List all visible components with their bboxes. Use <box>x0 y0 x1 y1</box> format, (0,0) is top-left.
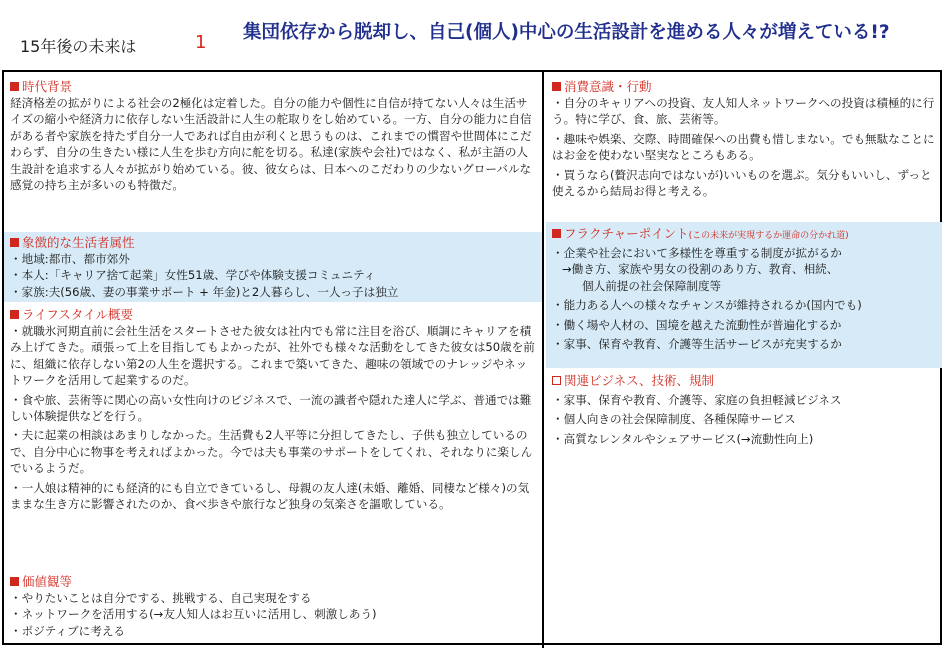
fracture-subitem: 個人前提の社会保障制度等 <box>582 278 722 293</box>
attribute-item: ・家族:夫(56歳、妻の事業サポート + 年金)と2人暮らし、一人っ子は独立 <box>10 284 399 299</box>
value-item: ・やりたいことは自分でする、挑戦する、自己実現をする <box>10 591 312 605</box>
section-title: 価値観等 <box>22 574 73 589</box>
square-bullet-icon <box>552 82 561 91</box>
lifestyle-paragraph: ・就職氷河期直前に会社生活をスタートさせた彼女は社内でも常に注目を浴び、順調にキャリアを積み上げてきた。頑張って上を目指してもよかったが、社外でも様々な活動をしてきた彼女は50歳を前に、組織に依存しない第2の人生を選択する。これまで築いてきた、趣味の領域でのナレッジやネットワークを活用して起業するのだ。 <box>10 324 535 388</box>
fracture-item: ・企業や社会において多様性を尊重する制度が拡がるか <box>552 246 842 260</box>
section-title: 消費意識・行動 <box>564 79 652 94</box>
square-bullet-icon <box>10 310 19 319</box>
section-title: 関連ビジネス、技術、規制 <box>564 373 715 388</box>
column-divider <box>542 70 544 648</box>
consumption-paragraph: ・買うなら(贅沢志向ではないが)いいものを選ぶ。気分もいいし、ずっと使えるから結局お得と考える。 <box>552 167 932 199</box>
section-background <box>4 78 542 193</box>
fracture-item: ・働く場や人材の、国境を越えた流動性が普遍化するか <box>552 317 842 332</box>
section-title: フラクチャーポイント <box>564 226 689 241</box>
hollow-square-bullet-icon <box>552 376 561 385</box>
lifestyle-paragraph: ・一人娘は精神的にも経済的にも自立できているし、母親の友人達(未婚、離婚、同棲など様々)の気ままな生き方に影響されたのか、食べ歩きや旅行など独身の気楽さを謳歌している。 <box>10 480 530 512</box>
square-bullet-icon <box>10 82 19 91</box>
fracture-item: ・能力ある人への様々なチャンスが維持されるか(国内でも) <box>552 298 862 313</box>
value-item: ・ネットワークを活用する(→友人知人はお互いに活用し、刺激しあう) <box>10 607 377 622</box>
business-item: ・家事、保育や教育、介護等、家庭の負担軽減ビジネス <box>552 393 842 407</box>
background-text: 経済格差の拡がりによる社会の2極化は定着した。自分の能力や個性に自信が持てない人々は生活サイズの縮小や経済力に依存しない生活設計に人生の舵取りをし始めている。一方、自分の能力に自信がある者や家族を持たず自分一人であれば自由が利くと思うものは、これまでの慣習や世間体にこだわらず、自分の生きたい様に人生を歩む方向に舵を切る。私達(家族や会社)ではなく、私が主語の人生設計を追求する人々が拡がり始めている。彼、彼女らは、日本へのこだわりの少ないグローバルな感覚の持ち主が多いのも特徴だ。 <box>10 96 532 193</box>
attribute-item: ・地域:都市、都市郊外 <box>10 252 130 266</box>
square-bullet-icon <box>10 238 19 247</box>
business-item: ・個人向きの社会保障制度、各種保障サービス <box>552 412 796 427</box>
fracture-item: ・家事、保育や教育、介護等生活サービスが充実するか <box>552 337 842 352</box>
consumption-paragraph: ・自分のキャリアへの投資、友人知人ネットワークへの投資は積極的に行う。特に学び、食、旅、芸術等。 <box>552 96 935 127</box>
fracture-subitem: →働き方、家族や男女の役割のあり方、教育、相続、 <box>562 262 839 277</box>
section-values <box>4 573 542 639</box>
section-attributes <box>4 232 542 302</box>
lifestyle-paragraph: ・夫に起業の相談はあまりしなかった。生活費も2人平等に分担してきたし、子供も独立しているので、自分中心に物事を考えればよかった。今では夫も事業のサポートをしてくれ、それなりに楽しんでいるようだ。 <box>10 428 533 476</box>
header <box>0 0 950 72</box>
lifestyle-paragraph: ・食や旅、芸術等に関心の高い女性向けのビジネスで、一流の識者や隠れた達人に学ぶ、普通では難しい体験提供などを行う。 <box>10 392 532 424</box>
section-title: 象徴的な生活者属性 <box>22 235 135 250</box>
header-label: 15年後の未来は <box>20 37 137 56</box>
section-business <box>546 372 942 447</box>
business-item: ・高質なレンタルやシェアサービス(→流動性向上) <box>552 431 814 446</box>
square-bullet-icon <box>10 577 19 586</box>
attribute-item: ・本人:「キャリア捨て起業」女性51歳、学びや体験支援コミュニティ <box>10 268 376 283</box>
consumption-paragraph: ・趣味や娯楽、交際、時間確保への出費も惜しまない。でも無駄なことにはお金を使わない堅実なところもある。 <box>552 131 935 163</box>
value-item: ・ポジティブに考える <box>10 623 126 638</box>
section-title-note: (この未来が実現するか運命の分かれ道) <box>688 231 849 241</box>
square-bullet-icon <box>552 229 561 238</box>
page-title: 集団依存から脱却し、自己(個人)中心の生活設計を進める人々が増えている!? <box>243 22 890 43</box>
section-fracture-points <box>546 222 942 368</box>
section-lifestyle <box>4 306 542 512</box>
section-title: ライフスタイル概要 <box>22 307 134 322</box>
section-consumption <box>546 78 942 199</box>
header-number: 1 <box>195 32 207 53</box>
section-title: 時代背景 <box>22 79 73 94</box>
